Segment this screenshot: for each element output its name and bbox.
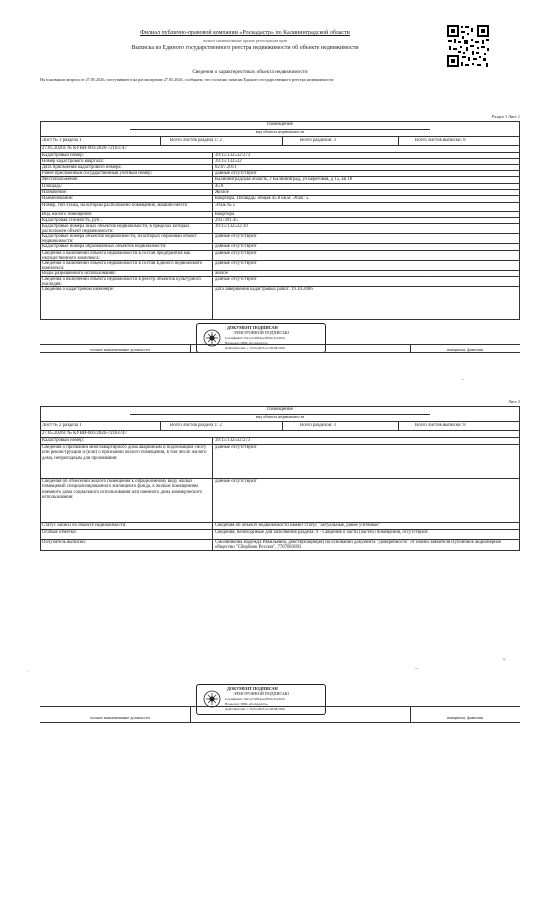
object-type: Помещение bbox=[267, 121, 293, 127]
field-label: Кадастровые номера объектов недвижимости, из которых образован объект недвижимости: bbox=[42, 233, 197, 245]
field-label: Сведения о кадастровом инженере: bbox=[42, 286, 115, 292]
request-basis: На основании запроса от 27.05.2026, поступившего на рассмотрение 27.05.2026, сообщаем, что согласно записям Единого государственного реестра недвижимости: bbox=[40, 77, 335, 82]
field-value: Квартира bbox=[215, 211, 235, 217]
field-label-2: Сведения о признании многоквартирного дома аварийным и подлежащим сносу или реконструкции и (или) о признании жилого помещения, в том числе жилого дома, непригодным для проживания: bbox=[42, 445, 207, 461]
section-sheets-total: Всего листов раздела 1: 2 bbox=[170, 138, 222, 143]
field-value: данные отсутствуют bbox=[215, 250, 257, 256]
stamp-owner-b: Владелец: ППК «Роскадастр» bbox=[225, 702, 269, 706]
document-title: Выписка из Единого государственного реестра недвижимости об объекте недвижимости bbox=[131, 45, 359, 51]
field-label: Назначение: bbox=[42, 189, 68, 195]
sheet-number-2: Лист № 2 раздела 1 bbox=[42, 423, 82, 428]
field-value: 2937281.45 bbox=[215, 217, 238, 223]
field-value: Квартира. Площадь: общая 45.8 кв.м. Этаж: 5. bbox=[215, 195, 310, 201]
field-label: Виды разрешенного использования: bbox=[42, 270, 116, 276]
scan-mark: - bbox=[462, 378, 464, 383]
stamp-title-2: ЭЛЕКТРОННОЙ ПОДПИСЬЮ bbox=[233, 330, 290, 335]
scan-mark: – bbox=[515, 222, 518, 227]
document-number: 27.05.2026г. № КУВИ-001/2026-72163747 bbox=[42, 146, 127, 151]
field-value: Этаж № 5 bbox=[215, 202, 236, 208]
field-label-2: Получатель выписки: bbox=[42, 540, 86, 545]
object-type-caption-2: вид объекта недвижимости bbox=[255, 414, 305, 419]
field-label: Кадастровая стоимость, руб.: bbox=[42, 217, 102, 223]
field-label: Кадастровые номера образованных объектов недвижимости: bbox=[42, 243, 167, 249]
field-value: Жилое bbox=[215, 189, 229, 195]
name-caption-2: инициалы, фамилия bbox=[447, 715, 483, 720]
field-label-2: Сведения об отнесении жилого помещения к определенному виду жилых помещений специализированного жилищного фонда, к жилым помещениям наемного дома социального использования или наемного дома коммерческого использования: bbox=[42, 479, 202, 501]
field-label: Номер, тип этажа, на котором расположено помещение, машино-место bbox=[42, 202, 188, 208]
section-reference: Раздел 1 Лист 1 bbox=[492, 114, 520, 119]
object-type-2: Помещение bbox=[267, 406, 293, 412]
field-value: Калининградская область, г Калининград, ул Береговая, д 15, кв 18 bbox=[215, 176, 353, 182]
field-value: данные отсутствуют bbox=[215, 276, 257, 282]
document-number-2: 27.05.2026г. № КУВИ-001/2026-72163747 bbox=[42, 431, 127, 436]
field-label-2: Особые отметки: bbox=[42, 530, 77, 535]
field-value-2: Сведения, необходимые для заполнения раздела: 9 - Сведения о части (частях) помещения, отсутствуют. bbox=[215, 530, 429, 535]
electronic-signature-stamp bbox=[196, 323, 326, 353]
stamp-validity-b: Действителен: с 15.05.2025 по 08.08.2026 bbox=[225, 707, 285, 711]
field-label: Площадь: bbox=[42, 183, 63, 189]
field-label: Ранее присвоенный государственный учетный номер: bbox=[42, 170, 152, 176]
extract-sheets-total-2: Всего листов выписки: 8 bbox=[415, 423, 466, 428]
field-value: данные отсутствуют bbox=[215, 170, 257, 176]
stamp-certificate: Сертификат: 00c1a53f0f4ee2f9b2c3a1d0e5 bbox=[225, 336, 286, 340]
field-value: дата завершения кадастровых работ: 19.10.2006 bbox=[215, 286, 313, 292]
field-label: Кадастровые номера иных объектов недвижимости, в пределах которых расположен объект недвижимости: bbox=[42, 223, 190, 235]
field-value: жилое bbox=[215, 270, 228, 276]
field-value: 45.8 bbox=[215, 183, 224, 189]
sections-total-2: Всего разделов: 3 bbox=[300, 423, 336, 428]
field-value-2: Сведения об объекте недвижимости имеют статус "актуальные, ранее учтенные" bbox=[215, 523, 381, 528]
field-value: данные отсутствуют bbox=[215, 260, 257, 266]
field-label: Вид жилого помещения: bbox=[42, 211, 93, 217]
object-type-caption: вид объекта недвижимости bbox=[255, 129, 305, 134]
sheet-label: Лист 2 bbox=[508, 399, 520, 404]
stamp-title-1: ДОКУМЕНТ ПОДПИСАН bbox=[227, 325, 278, 330]
field-value: 39:15:132532:273 bbox=[215, 152, 251, 158]
field-value: данные отсутствуют bbox=[215, 233, 257, 239]
field-value-2: данные отсутствуют bbox=[215, 479, 257, 484]
field-label: Дата присвоения кадастрового номера: bbox=[42, 164, 122, 170]
scan-mark: ~ bbox=[415, 667, 418, 672]
name-caption: инициалы, фамилия bbox=[447, 347, 483, 352]
scan-mark: ≈ bbox=[503, 658, 506, 663]
stamp-title-2-b: ЭЛЕКТРОННОЙ ПОДПИСЬЮ bbox=[233, 691, 290, 696]
field-label: Местоположение: bbox=[42, 176, 79, 182]
field-label: Кадастровый номер: bbox=[42, 152, 84, 158]
section-sheets-total-2: Всего листов раздела 1: 2 bbox=[170, 423, 222, 428]
stamp-validity: Действителен: с 15.05.2025 по 08.08.2026 bbox=[225, 346, 285, 350]
field-value-2: Смоляникова Надежда Равильевна, действующий(ая) на основании документа "Доверенность" от имени заявителя Публичное акционерное общество "Сбербанк России", 7707083893 bbox=[215, 540, 502, 551]
field-label: Сведения о включении объекта недвижимости в состав предприятия как имущественного комплекса: bbox=[42, 250, 191, 262]
field-label: Номер кадастрового квартала: bbox=[42, 158, 104, 164]
position-caption-2: полное наименование должности bbox=[90, 715, 150, 720]
agency-caption: полное наименование органа регистрации прав bbox=[202, 38, 288, 43]
section-title: Сведения о характеристиках объекта недвижимости bbox=[192, 69, 308, 75]
field-value: данные отсутствуют bbox=[215, 243, 257, 249]
stamp-owner: Владелец: ППК «Роскадастр» bbox=[225, 341, 269, 345]
sheet-number: Лист № 1 раздела 1 bbox=[42, 138, 82, 143]
electronic-signature-stamp-2 bbox=[196, 684, 326, 715]
cadastral-number-value-2: 39:15:132532:273 bbox=[215, 438, 251, 443]
field-label: Сведения о включении объекта недвижимости в состав Единого недвижимого комплекса: bbox=[42, 260, 203, 272]
stamp-certificate-b: Сертификат: 00c1a53f0f4ee2f9b2c3a1d0e5 bbox=[225, 697, 286, 701]
position-caption: полное наименование должности bbox=[90, 347, 150, 352]
field-value-2: данные отсутствуют bbox=[215, 445, 257, 450]
field-value: 39:15:132532:39 bbox=[215, 223, 248, 229]
extract-sheets-total: Всего листов выписки: 8 bbox=[415, 138, 466, 143]
qr-code-icon bbox=[446, 24, 490, 68]
scan-mark: - bbox=[430, 275, 432, 280]
field-label: Сведения о включении объекта недвижимости в реестр объектов культурного наследия: bbox=[42, 276, 201, 288]
stamp-title-1-b: ДОКУМЕНТ ПОДПИСАН bbox=[227, 686, 278, 691]
field-value: 39:15:132532 bbox=[215, 158, 242, 164]
sections-total: Всего разделов: 3 bbox=[300, 138, 336, 143]
field-value: 02.07.2011 bbox=[215, 164, 237, 170]
field-label: Наименование: bbox=[42, 195, 74, 201]
field-label-2: Статус записи об объекте недвижимости: bbox=[42, 523, 127, 528]
agency-name: Филиал публично-правовой компании «Роскадастр» по Калининградской области bbox=[140, 30, 350, 36]
scan-mark: ‚ bbox=[27, 668, 29, 673]
cadastral-number-label-2: Кадастровый номер: bbox=[42, 438, 84, 443]
